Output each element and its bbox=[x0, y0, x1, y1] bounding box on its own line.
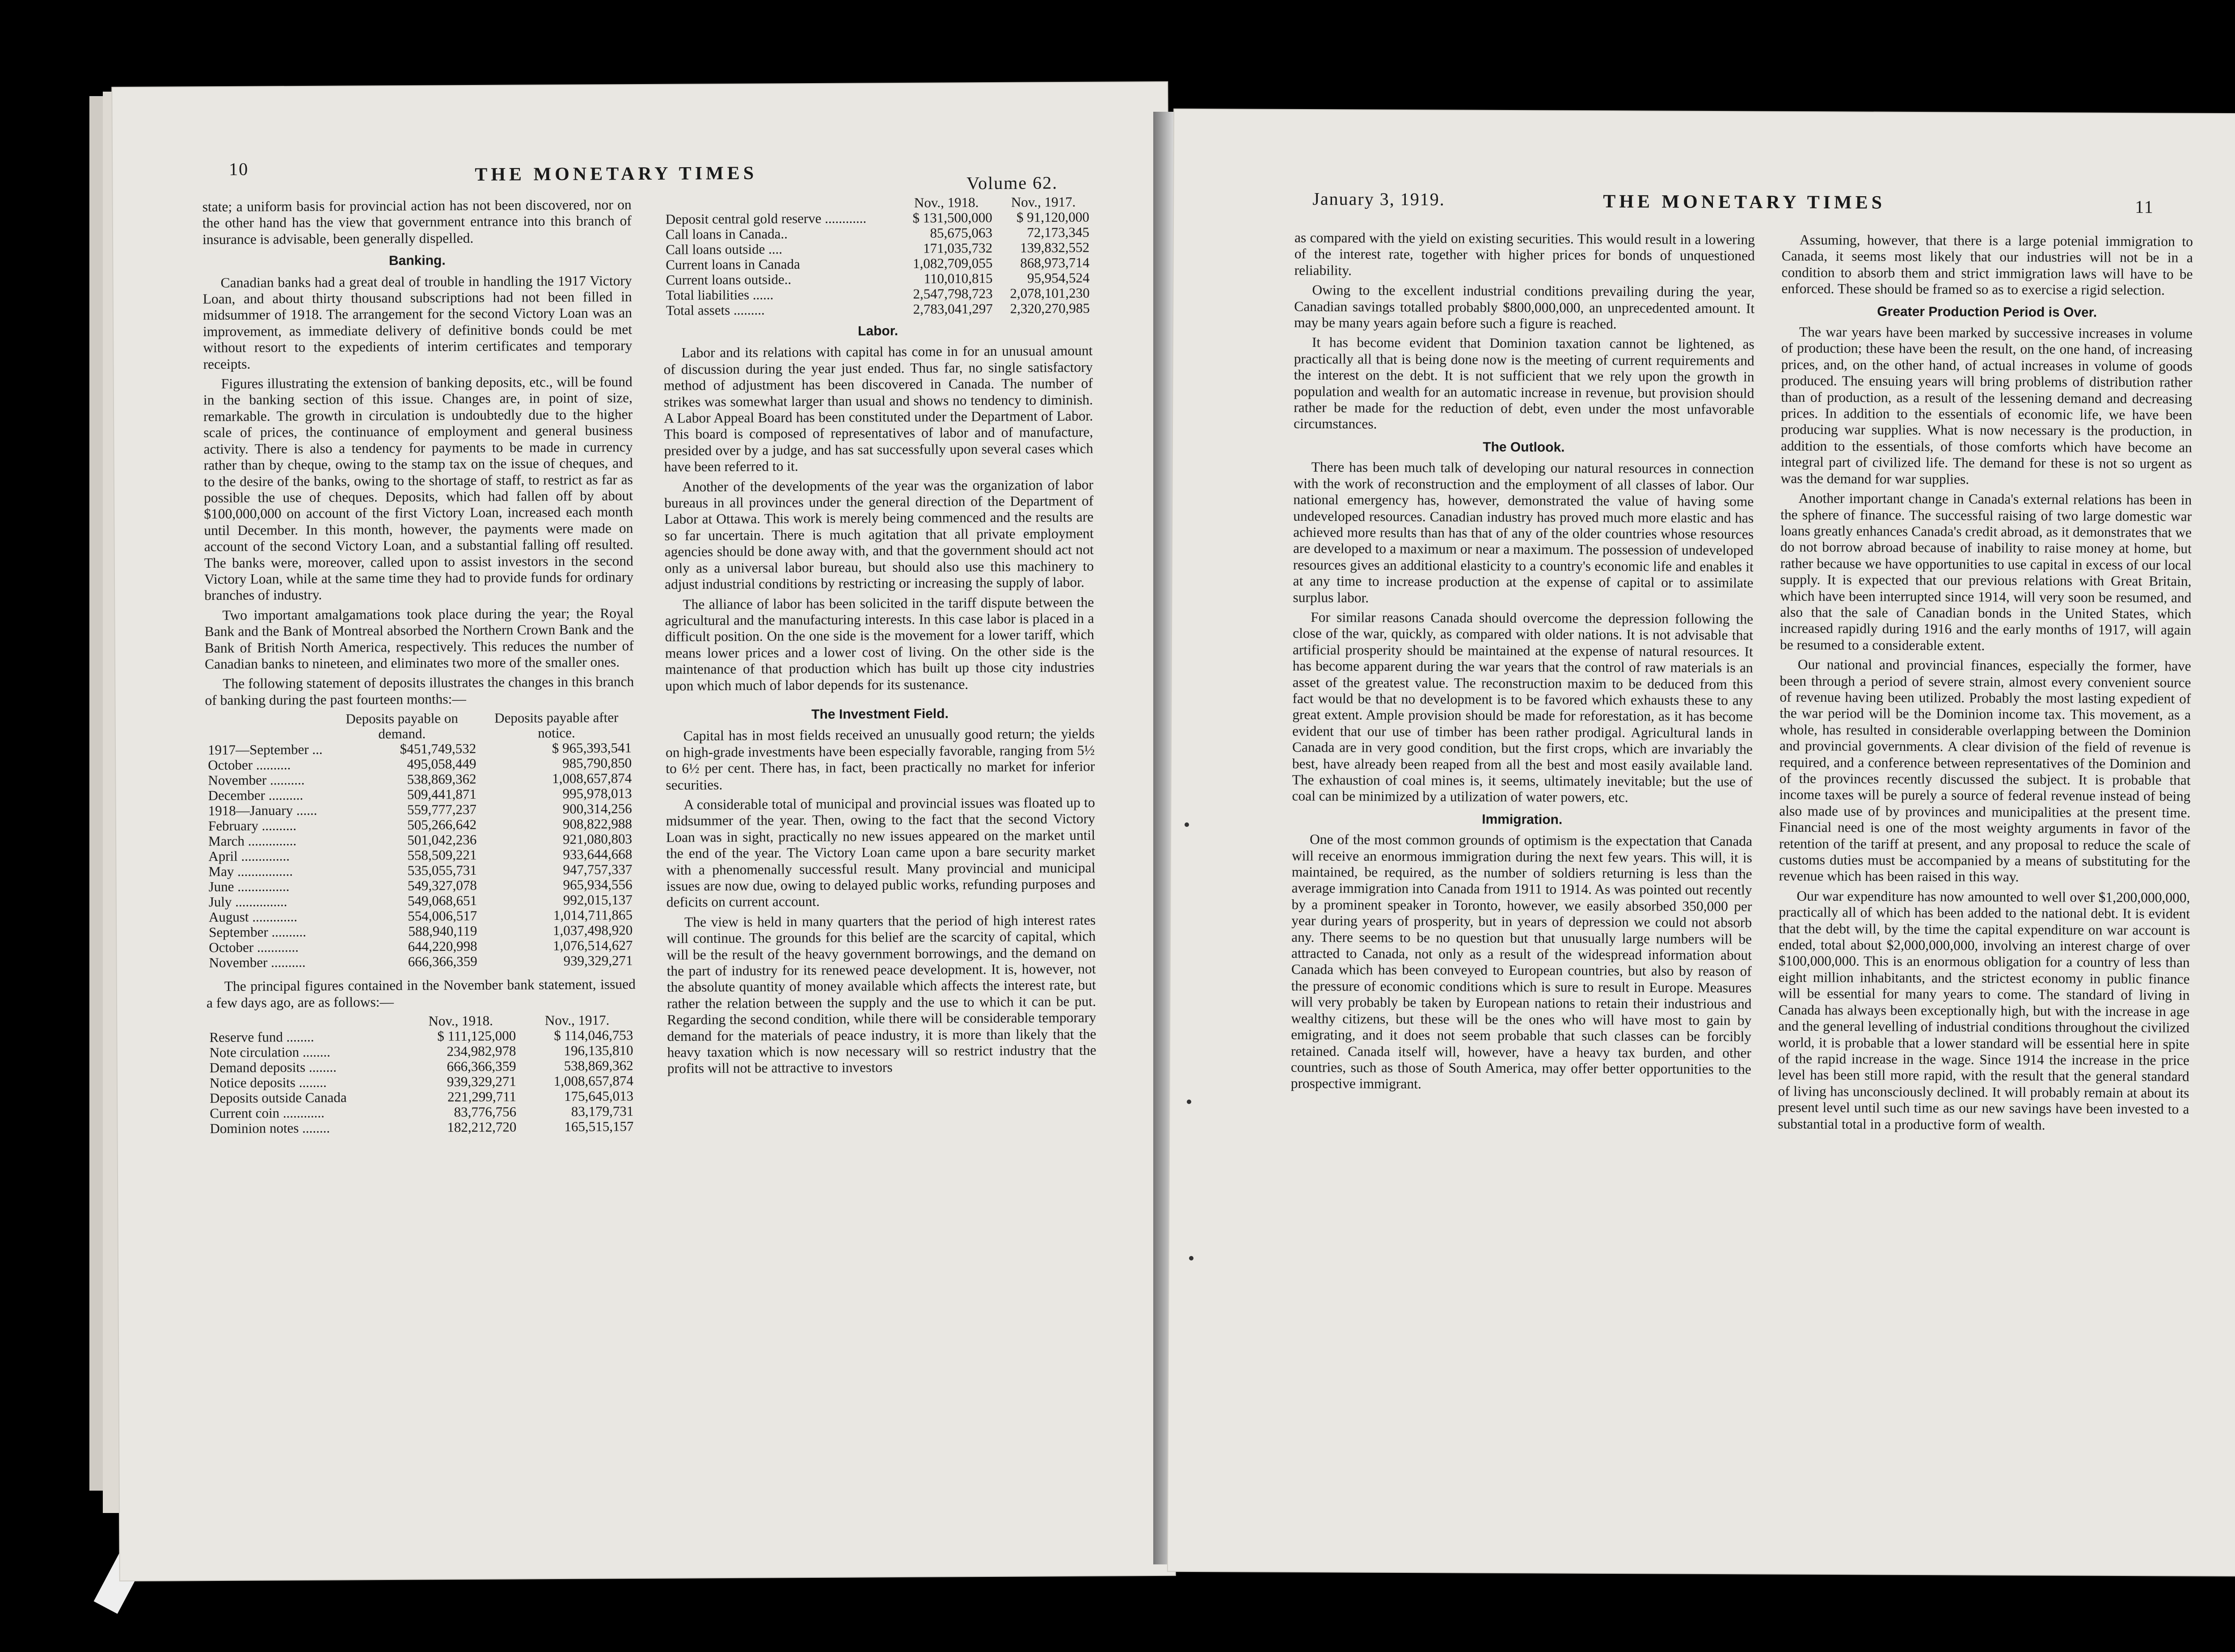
deposits-value: 549,068,651 bbox=[407, 893, 477, 909]
deposits-label: 1917—September ... bbox=[207, 741, 323, 758]
paragraph: It has become evident that Dominion taxation cannot be lightened, as practically all that is being done now is the meeting of current requirements and the interest on the debt. It is not sufficient that we rely upon the growth in population and wealth for an automatic increase in revenue, but provision should rather be made for the reduction of debt, even under the most unfavorable circumstances. bbox=[1294, 334, 1754, 432]
binding-mark bbox=[1187, 1100, 1191, 1104]
nov-header: Nov., 1917. bbox=[544, 1012, 610, 1028]
deposits-value: 501,042,236 bbox=[407, 832, 477, 848]
deposits-value: 549,327,078 bbox=[407, 877, 477, 893]
deposits-value: 985,790,850 bbox=[562, 755, 632, 771]
bank-statement-value: 171,035,732 bbox=[923, 240, 993, 256]
deposits-label: October .......... bbox=[208, 757, 291, 773]
labor-paragraph: The alliance of labor has been solicited in the tariff dispute between the agricultural and the manufacturing interests. In this case labor is placed in a difficult position. On the one side is the movement for a lower tariff, which means lower prices and a lower cost of living. On the other side is the maintenance of that production which has built up those city industries upon which much of labor depends for its sustenance. bbox=[665, 594, 1095, 694]
investment-heading: The Investment Field. bbox=[811, 706, 949, 722]
november-statement-table bbox=[207, 1012, 636, 1136]
nov-statement-value: $ 111,125,000 bbox=[437, 1028, 516, 1044]
production-paragraph: The war years have been marked by successive increases in volume of production; these have been the result, on the one hand, of increasing prices, and, on the other hand, of actual increases in volume of goods produced. The ensuing years will bring problems of distribution rather than of production, as a result of the lessening demand and decreasing prices. In addition to the essentials of economic life, we have been producing war supplies. What is now necessary is the production, in addition to the essentials, of those comforts which have become an integral part of civilized life. The demand for these is not so urgent as was the demand for war supplies. bbox=[1780, 324, 2193, 487]
deposits-label: July ............... bbox=[208, 893, 287, 910]
nov-statement-value: 165,515,157 bbox=[564, 1118, 634, 1134]
deposits-value: 1,008,657,874 bbox=[552, 770, 632, 787]
immigration-heading: Immigration. bbox=[1482, 812, 1563, 827]
deposits-label: 1918—January ...... bbox=[208, 802, 317, 819]
nov-header: Nov., 1918. bbox=[428, 1012, 493, 1029]
bank-statement-label: Deposit central gold reserve ............ bbox=[665, 210, 867, 227]
deposits-value: 995,978,013 bbox=[562, 785, 632, 802]
outlook-paragraph: There has been much talk of developing our natural resources in connection with the work of reconstruction and the employment of all classes of labor. Our national emergency has, however, demonstrated the value of having some undeveloped resources. Canadian industry has proved much more elastic and has achieved more results than has that of any of the older countries whose resources are developed to a maximum or near a maximum. The possession of undeveloped resources gives an additional elasticity to a country's economic life and enables it at any time to increase production at the expense of capital or to assimilate surplus labor. bbox=[1293, 459, 1754, 606]
bank-statement-value: 85,675,063 bbox=[930, 224, 993, 241]
investment-paragraph: Capital has in most fields received an unusually good return; the yields on high-grade investments have been especially favorable, ranging from 5½ to 6½ per cent. There has, in fact, been practically no market for inferior securities. bbox=[665, 726, 1095, 793]
nov-header: Nov., 1918. bbox=[914, 194, 979, 211]
deposits-value: 900,314,256 bbox=[562, 801, 632, 817]
deposits-value: 939,329,271 bbox=[563, 952, 633, 969]
binding-mark bbox=[1185, 822, 1189, 827]
bank-statement-value: 2,320,270,985 bbox=[1010, 300, 1090, 316]
labor-paragraph: Labor and its relations with capital has come in for an unusual amount of discussion during the year just ended. Thus far, no single satisfactory method of adjustment has been discovered in Canada. The number of strikes was somewhat larger than usual and shows no tendency to diminish. A Labor Appeal Board has been constituted under the Department of Labor. This board is composed of representatives of labor and of manufacture, presided over by a judge, and has sat successfully upon several cases which have been referred to it. bbox=[663, 343, 1093, 475]
bank-statement-table bbox=[663, 194, 1092, 318]
outlook-heading: The Outlook. bbox=[1483, 439, 1565, 455]
nov-statement-value: $ 114,046,753 bbox=[554, 1027, 633, 1044]
left-column-2 bbox=[663, 194, 1096, 1081]
bank-statement-value: 139,832,552 bbox=[1020, 239, 1090, 256]
deposits-label: April .............. bbox=[208, 848, 290, 864]
banking-paragraph: The principal figures contained in the November bank statement, issued a few days ago, are as follows:— bbox=[206, 976, 636, 1011]
deposits-value: 509,441,871 bbox=[407, 786, 477, 802]
investment-paragraph: The view is held in many quarters that the period of high interest rates will continue. The grounds for this belief are the scarcity of capital, which will be the result of the heavy government borrowings, and the demand on the part of industry for its renewed peace development. It is, however, not the absolute quantity of money available which affects the interest rate, but rather the relation between the supply and the use to which it can be put. Regarding the second condition, while there will be considerable temporary demand for the materials of peace industry, it is more than likely that the heavy taxation which is now necessary will so restrict industry that the profits will not be attractive to investors bbox=[666, 912, 1096, 1077]
bank-statement-label: Call loans outside .... bbox=[666, 241, 783, 257]
nov-statement-label: Note circulation ........ bbox=[209, 1044, 330, 1061]
deposits-value: 908,822,988 bbox=[562, 816, 633, 832]
deposits-value: 921,080,803 bbox=[562, 831, 633, 847]
nov-statement-label: Reserve fund ........ bbox=[209, 1028, 314, 1045]
nov-statement-value: 939,329,271 bbox=[447, 1073, 516, 1090]
deposits-value: 1,014,711,865 bbox=[553, 907, 633, 923]
production-paragraph: Our national and provincial finances, especially the former, have been through a period of severe strain, almost every convenient source of revenue having been utilized. Probably the most lasting expedient of the war period will be the Dominion income tax. This movement, as a whole, has resulted in considerable overlapping between the Dominion and provincial governments. A clear division of the field of revenue is required, and a conference between representatives of the Dominion and of the provinces recently discussed the subject. It is probable that income taxes will be purely a source of federal revenue instead of being also made use of by provinces and municipalities at the present time. Financial need is one of the most weighty arguments in favor of the retention of the tariff at present, and any proposal to reduce the scale of customs duties must be accompanied by a means of substituting for the revenue which has been raised in this way. bbox=[1779, 656, 2191, 885]
deposits-value: 992,015,137 bbox=[563, 892, 633, 908]
bank-statement-row bbox=[663, 301, 1092, 318]
deposits-value: $ 965,393,541 bbox=[552, 740, 632, 756]
bank-statement-value: 1,082,709,055 bbox=[913, 255, 993, 271]
paragraph: Owing to the excellent industrial conditions prevailing during the year, Canadian savings totalled probably $800,000,000, an unprecedented amount. It may be many years again before such a figure is reached. bbox=[1294, 282, 1755, 332]
binding-mark bbox=[1189, 1256, 1193, 1260]
deposits-value: 535,055,731 bbox=[407, 862, 477, 878]
right-column-2 bbox=[1778, 232, 2193, 1138]
deposits-label: December .......... bbox=[208, 787, 304, 804]
nov-statement-value: 1,008,657,874 bbox=[553, 1073, 634, 1089]
deposits-label: August ............. bbox=[208, 909, 298, 925]
issue-date: January 3, 1919. bbox=[1312, 189, 1445, 210]
deposits-value: 947,757,337 bbox=[563, 861, 633, 878]
left-page bbox=[112, 82, 1175, 1580]
right-masthead: THE MONETARY TIMES bbox=[1603, 191, 1886, 213]
deposits-header: Deposits payable on demand. bbox=[346, 710, 458, 742]
deposits-value: 588,940,119 bbox=[408, 923, 477, 939]
production-heading: Greater Production Period is Over. bbox=[1877, 304, 2097, 320]
nov-statement-value: 666,366,359 bbox=[447, 1058, 516, 1075]
bank-statement-value: $ 131,500,000 bbox=[912, 209, 992, 226]
deposits-value: 505,266,642 bbox=[407, 817, 477, 833]
nov-statement-label: Dominion notes ........ bbox=[210, 1120, 330, 1137]
nov-statement-value: 175,645,013 bbox=[564, 1088, 634, 1104]
bank-statement-value: 2,078,101,230 bbox=[1010, 285, 1090, 301]
nov-statement-value: 234,982,978 bbox=[447, 1043, 516, 1059]
nov-statement-value: 83,179,731 bbox=[571, 1103, 634, 1119]
deposits-value: 558,509,221 bbox=[407, 847, 477, 863]
outlook-paragraph: For similar reasons Canada should overcome the depression following the close of the war, quickly, as compared with older nations. It is not advisable that artificial prosperity should be maintained at the expense of natural resources. It has become apparent during the war years that the control of raw materials is an asset of the greatest value. The reconstruction maxim to be deduced from this fact would be that no development is to be favored which exhausts these to any great extent. Ample provision should be made for reforestation, as it has become evident that our use of timber has been rather prodigal. Agricultural lands in Canada are in very good condition, but the first crops, which are invariably the best, have already been reaped from all the best and most easily available land. The exhaustion of coal mines is, it seems, ultimately inevitable; but the use of coal can be minimized by a utilization of water powers, etc. bbox=[1292, 609, 1754, 805]
banking-heading: Banking. bbox=[388, 253, 446, 269]
banking-paragraph: The following statement of deposits illustrates the changes in this branch of banking during the past fourteen months:— bbox=[205, 674, 634, 708]
banking-paragraph: Figures illustrating the extension of banking deposits, etc., will be found in the banking section of this issue. Changes are, in point of size, remarkable. The growth in circulation is undoubtedly due to the higher scale of prices, the continuance of employment and general business activity. There is also a tendency for payments to be made in currency rather than by cheque, owing to the stamp tax on the issue of cheques, and to the desire of the banks, owing to the shortage of staff, to restrict as far as possible the use of cheques. Deposits, which had fallen off by about $100,000,000 on account of the first Victory Loan, increased each month until December. In this month, however, the payments were made on account of the second Victory Loan, and a substantial falling off resulted. The banks were, moreover, called upon to assist investors in the second Victory Loan, while at the same time they had to provide funds for ordinary branches of industry. bbox=[203, 374, 634, 603]
production-paragraph: Our war expenditure has now amounted to well over $1,200,000,000, practically all of which has been added to the national debt. It is evident that the debt will, by the time the capital expenditure on war account is ended, total about $2,000,000,000, involving an interest charge of over $100,000,000. This is an enormous obligation for a country of less than eight million inhabitants, and the strictest economy in public finance will be essential for many years to come. The standard of living in Canada has always been exceptionally high, but with the increase in age and the general levelling of industrial conditions throughout the civilized world, it is probable that a lower standard will be essential here in spite of the rapid increase in the wage. Since 1914 the increase in the price level has been still more rapid, with the result that the general standard of living has unconsciously declined. It will probably remain at about its present level until such time as our new savings have been invested to a substantial total in a productive form of wealth. bbox=[1778, 888, 2190, 1133]
paragraph: Assuming, however, that there is a large potenial immigration to Canada, it seems most likely that our industries will not be in a condition to absorb them and strict immigration laws will have to be enforced. These should be framed so as to exercise a rigid selection. bbox=[1781, 232, 2193, 298]
nov-statement-value: 538,869,362 bbox=[564, 1058, 633, 1074]
left-page-number: 10 bbox=[229, 159, 249, 179]
deposits-label: February .......... bbox=[208, 818, 297, 834]
bank-statement-value: 95,954,524 bbox=[1027, 270, 1090, 286]
bank-statement-label: Current loans in Canada bbox=[666, 256, 800, 273]
labor-heading: Labor. bbox=[858, 324, 898, 339]
deposits-label: September .......... bbox=[209, 924, 307, 940]
bank-statement-label: Call loans in Canada.. bbox=[665, 226, 788, 242]
deposits-value: 554,006,517 bbox=[408, 908, 477, 924]
volume-label: Volume 62. bbox=[966, 173, 1058, 194]
banking-paragraph: Canadian banks had a great deal of trouble in handling the 1917 Victory Loan, and about thirty thousand subscriptions had not been filled in midsummer of 1918. The arrangement for the second Victory Loan was an improvement, as immediate delivery of definitive bonds could be met without resort to the expedients of interim certificates and temporary receipts. bbox=[202, 272, 633, 372]
right-page-number: 11 bbox=[2135, 197, 2154, 217]
bank-statement-value: 868,973,714 bbox=[1020, 254, 1090, 271]
deposits-label: October ............ bbox=[209, 939, 299, 956]
immigration-paragraph: One of the most common grounds of optimism is the expectation that Canada will receive an enormous immigration during the next few years. This will, it is maintained, be required, as the number of soldiers returning is less than the average immigration into Canada from 1911 to 1914. As was pointed out recently by a prominent speaker in Toronto, however, we easily absorbed 350,000 per year during years of prosperity, but in years of depression we could not absorb any. There seems to be no question but that unusually large numbers will be attracted to Canada, not only as a result of the widespread information about Canada which has been conveyed to European countries, but also by reason of the pressure of economic conditions which is sure to result in Europe. Measures will very probably be taken by European nations to retain their industrious and wealthy citizens, but these will be the ones who will have most to gain by emigrating, and it does not seem probable that such classes can be forcibly retained. Canada itself will, however, have a heavy tax burden, and other countries, such as those of South America, may offer better opportunities to the prospective immigrant. bbox=[1290, 831, 1753, 1092]
bank-statement-value: 2,547,798,723 bbox=[913, 285, 993, 302]
nov-statement-label: Demand deposits ........ bbox=[209, 1059, 337, 1076]
deposits-label: November .......... bbox=[208, 772, 305, 788]
right-page bbox=[1168, 110, 2235, 1576]
paragraph: as compared with the yield on existing securities. This would result in a lowering of the interest rate, together with higher prices for bonds of unquestioned reliability. bbox=[1294, 229, 1755, 278]
bank-statement-value: 2,783,041,297 bbox=[913, 300, 993, 317]
right-column-1 bbox=[1291, 230, 1755, 1097]
deposits-value: 559,777,237 bbox=[407, 801, 477, 818]
left-column-1 bbox=[202, 197, 637, 1136]
deposits-value: 644,220,998 bbox=[408, 938, 477, 954]
bank-statement-value: 72,173,345 bbox=[1027, 224, 1090, 240]
nov-statement-value: 83,776,756 bbox=[454, 1104, 517, 1120]
nov-header: Nov., 1917. bbox=[1011, 194, 1076, 210]
deposits-label: November .......... bbox=[209, 954, 306, 971]
nov-statement-label: Current coin ............ bbox=[210, 1104, 325, 1121]
nov-statement-value: 182,212,720 bbox=[447, 1119, 517, 1135]
left-masthead: THE MONETARY TIMES bbox=[475, 163, 758, 185]
bank-statement-label: Current loans outside.. bbox=[666, 271, 792, 288]
deposits-table bbox=[205, 710, 636, 970]
deposits-label: March .............. bbox=[208, 833, 297, 849]
bank-statement-value: $ 91,120,000 bbox=[1016, 209, 1089, 225]
banking-paragraph: Two important amalgamations took place during the year; the Royal Bank and the Bank of Montreal absorbed the Northern Crown Bank and the Bank of British North America, respectively. This reduces the number of Canadian banks to nineteen, and eliminates two more of the smaller ones. bbox=[204, 605, 634, 672]
nov-statement-value: 196,135,810 bbox=[564, 1042, 633, 1058]
bank-statement-label: Total assets ......... bbox=[666, 302, 765, 318]
production-paragraph: Another important change in Canada's external relations has been in the sphere of finance. The successful raising of two large domestic war loans greatly enhances Canada's credit abroad, as it demonstrates that we do not borrow abroad because of inability to raise money at home, but rather because we have opportunities to use capital in excess of our local supply. It is expected that our previous relations with Great Britain, which have been interrupted since 1914, will very soon be resumed, and also that the sale of Canadian bonds in the United States, which increased rapidly during 1916 and the early months of 1917, will again be resumed to a considerable extent. bbox=[1780, 490, 2192, 653]
nov-statement-row bbox=[207, 1119, 636, 1136]
nov-statement-label: Deposits outside Canada bbox=[210, 1089, 347, 1106]
nov-statement-value: 221,299,711 bbox=[447, 1088, 517, 1105]
deposits-header: Deposits payable after notice. bbox=[494, 709, 619, 741]
nov-statement-label: Notice deposits ........ bbox=[209, 1074, 327, 1091]
deposits-label: June ............... bbox=[208, 878, 290, 895]
bank-statement-label: Total liabilities ...... bbox=[666, 287, 774, 303]
labor-paragraph: Another of the developments of the year was the organization of labor bureaus in all provinces under the general direction of the Department of Labor at Ottawa. This work is merely being commenced and the results are so far uncertain. There is much agitation that all private employment agencies should be done away with, and that the government should act not only as a universal labor bureau, but should also use this machinery to adjust industrial conditions by restricting or increasing the supply of labor. bbox=[664, 476, 1094, 592]
investment-paragraph: A considerable total of municipal and provincial issues was floated up to midsummer of the year. Then, owing to the fact that the second Victory Loan was in sight, practically no new issues appeared on the market until the end of the year. The Victory Loan came upon a bare security market with a phenomenally successful result. Many provincial and municipal issues are now due, owing to delayed public works, refunding purposes and deficits on current account. bbox=[666, 794, 1096, 910]
deposits-value: $451,749,532 bbox=[400, 741, 477, 757]
deposits-value: 495,058,449 bbox=[407, 756, 477, 772]
deposits-value: 965,934,556 bbox=[563, 877, 633, 893]
deposits-value: 933,644,668 bbox=[563, 846, 633, 863]
deposits-value: 1,037,498,920 bbox=[552, 922, 633, 939]
deposits-label: May ................ bbox=[208, 863, 293, 880]
deposits-value: 1,076,514,627 bbox=[552, 937, 633, 954]
intro-paragraph: state; a uniform basis for provincial action has not been discovered, nor on the other hand has the view that government entrance into this branch of insurance is advisable, been generally dispelled. bbox=[202, 197, 632, 247]
deposits-value: 538,869,362 bbox=[407, 771, 477, 787]
bank-statement-value: 110,010,815 bbox=[924, 270, 993, 287]
deposits-row bbox=[206, 953, 635, 970]
deposits-value: 666,366,359 bbox=[408, 953, 477, 969]
